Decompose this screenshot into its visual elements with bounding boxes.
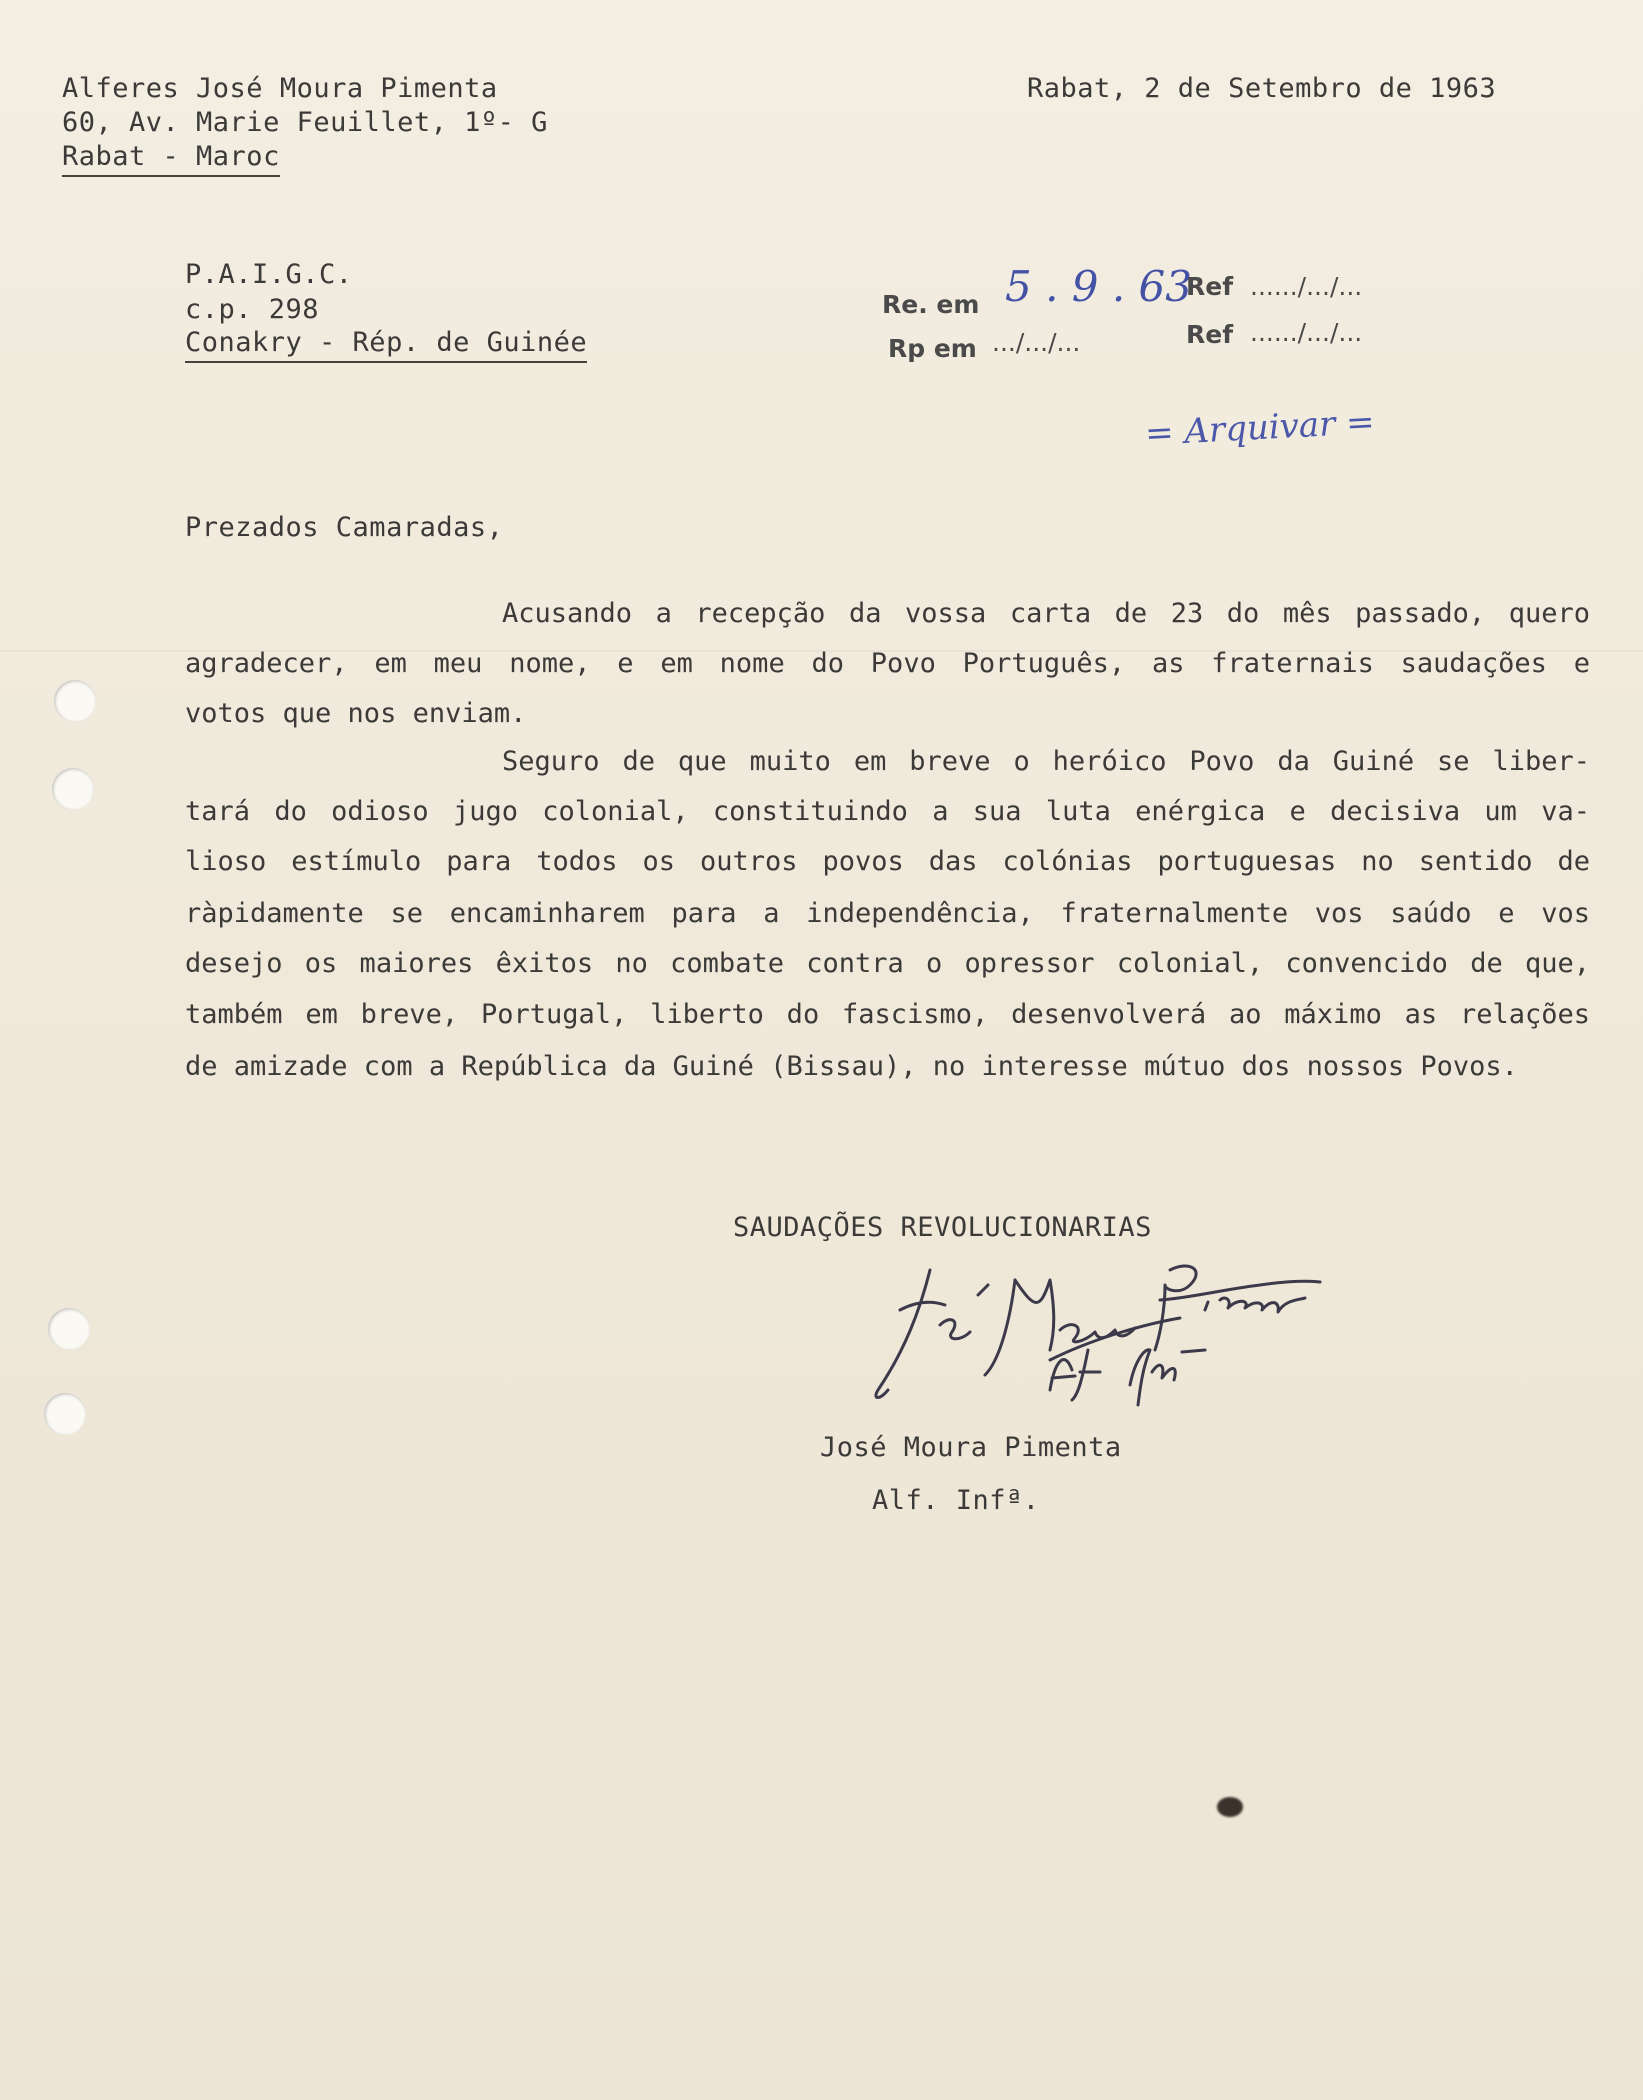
recipient-box: c.p. 298 xyxy=(185,294,320,325)
sender-name: Alferes José Moura Pimenta xyxy=(62,73,498,104)
archive-annotation: = Arquivar = xyxy=(1144,402,1376,454)
signature-drawing xyxy=(860,1240,1340,1420)
ink-spot xyxy=(1217,1797,1243,1817)
stamp-received-label: Re. em xyxy=(882,290,980,319)
body-line: votos que nos enviam. xyxy=(185,698,527,729)
stamp-received-date: 5 . 9 . 63 xyxy=(1005,262,1192,311)
body-line: desejo os maiores êxitos no combate contra o opressor colonial, convencido de que, xyxy=(185,948,1590,979)
body-line: ràpidamente se encaminharem para a independência, fraternalmente vos saúdo e vos xyxy=(185,898,1590,929)
punch-hole xyxy=(54,680,96,722)
handwritten-signature xyxy=(860,1240,1340,1420)
closing: SAUDAÇÕES REVOLUCIONARIAS xyxy=(733,1212,1152,1243)
body-line: Acusando a recepção da vossa carta de 23 do mês passado, quero xyxy=(502,598,1590,629)
sender-address: 60, Av. Marie Feuillet, 1º- G xyxy=(62,107,548,138)
recipient-org: P.A.I.G.C. xyxy=(185,259,353,290)
typed-rank: Alf. Infª. xyxy=(872,1485,1040,1516)
stamp-ref-1: ....../.../... xyxy=(1250,272,1363,301)
body-line: lioso estímulo para todos os outros povos das colónias portuguesas no sentido de xyxy=(185,846,1590,877)
body-line: tará do odioso jugo colonial, constituindo a sua luta enérgica e decisiva um va- xyxy=(185,796,1590,827)
punch-hole xyxy=(52,768,94,810)
stamp-ref-label-2: Ref xyxy=(1186,320,1234,349)
body-line: de amizade com a República da Guiné (Bissau), no interesse mútuo dos nossos Povos. xyxy=(185,1051,1518,1082)
recipient-city: Conakry - Rép. de Guinée xyxy=(185,326,587,363)
typed-name: José Moura Pimenta xyxy=(820,1432,1122,1463)
stamp-ref-2: ....../.../... xyxy=(1250,318,1363,347)
stamp-reply-date: .../.../... xyxy=(992,328,1081,357)
sender-city: Rabat - Maroc xyxy=(62,140,280,177)
salutation: Prezados Camaradas, xyxy=(185,512,504,543)
punch-hole xyxy=(48,1308,90,1350)
stamp-reply-label: Rp em xyxy=(888,334,977,363)
letter-date: Rabat, 2 de Setembro de 1963 xyxy=(1027,73,1497,104)
body-line: também em breve, Portugal, liberto do fascismo, desenvolverá ao máximo as relações xyxy=(185,999,1590,1030)
body-line: Seguro de que muito em breve o heróico Povo da Guiné se liber- xyxy=(502,746,1590,777)
punch-hole xyxy=(44,1393,86,1435)
stamp-ref-label-1: Ref xyxy=(1186,272,1234,301)
body-line: agradecer, em meu nome, e em nome do Povo Português, as fraternais saudações e xyxy=(185,648,1590,679)
